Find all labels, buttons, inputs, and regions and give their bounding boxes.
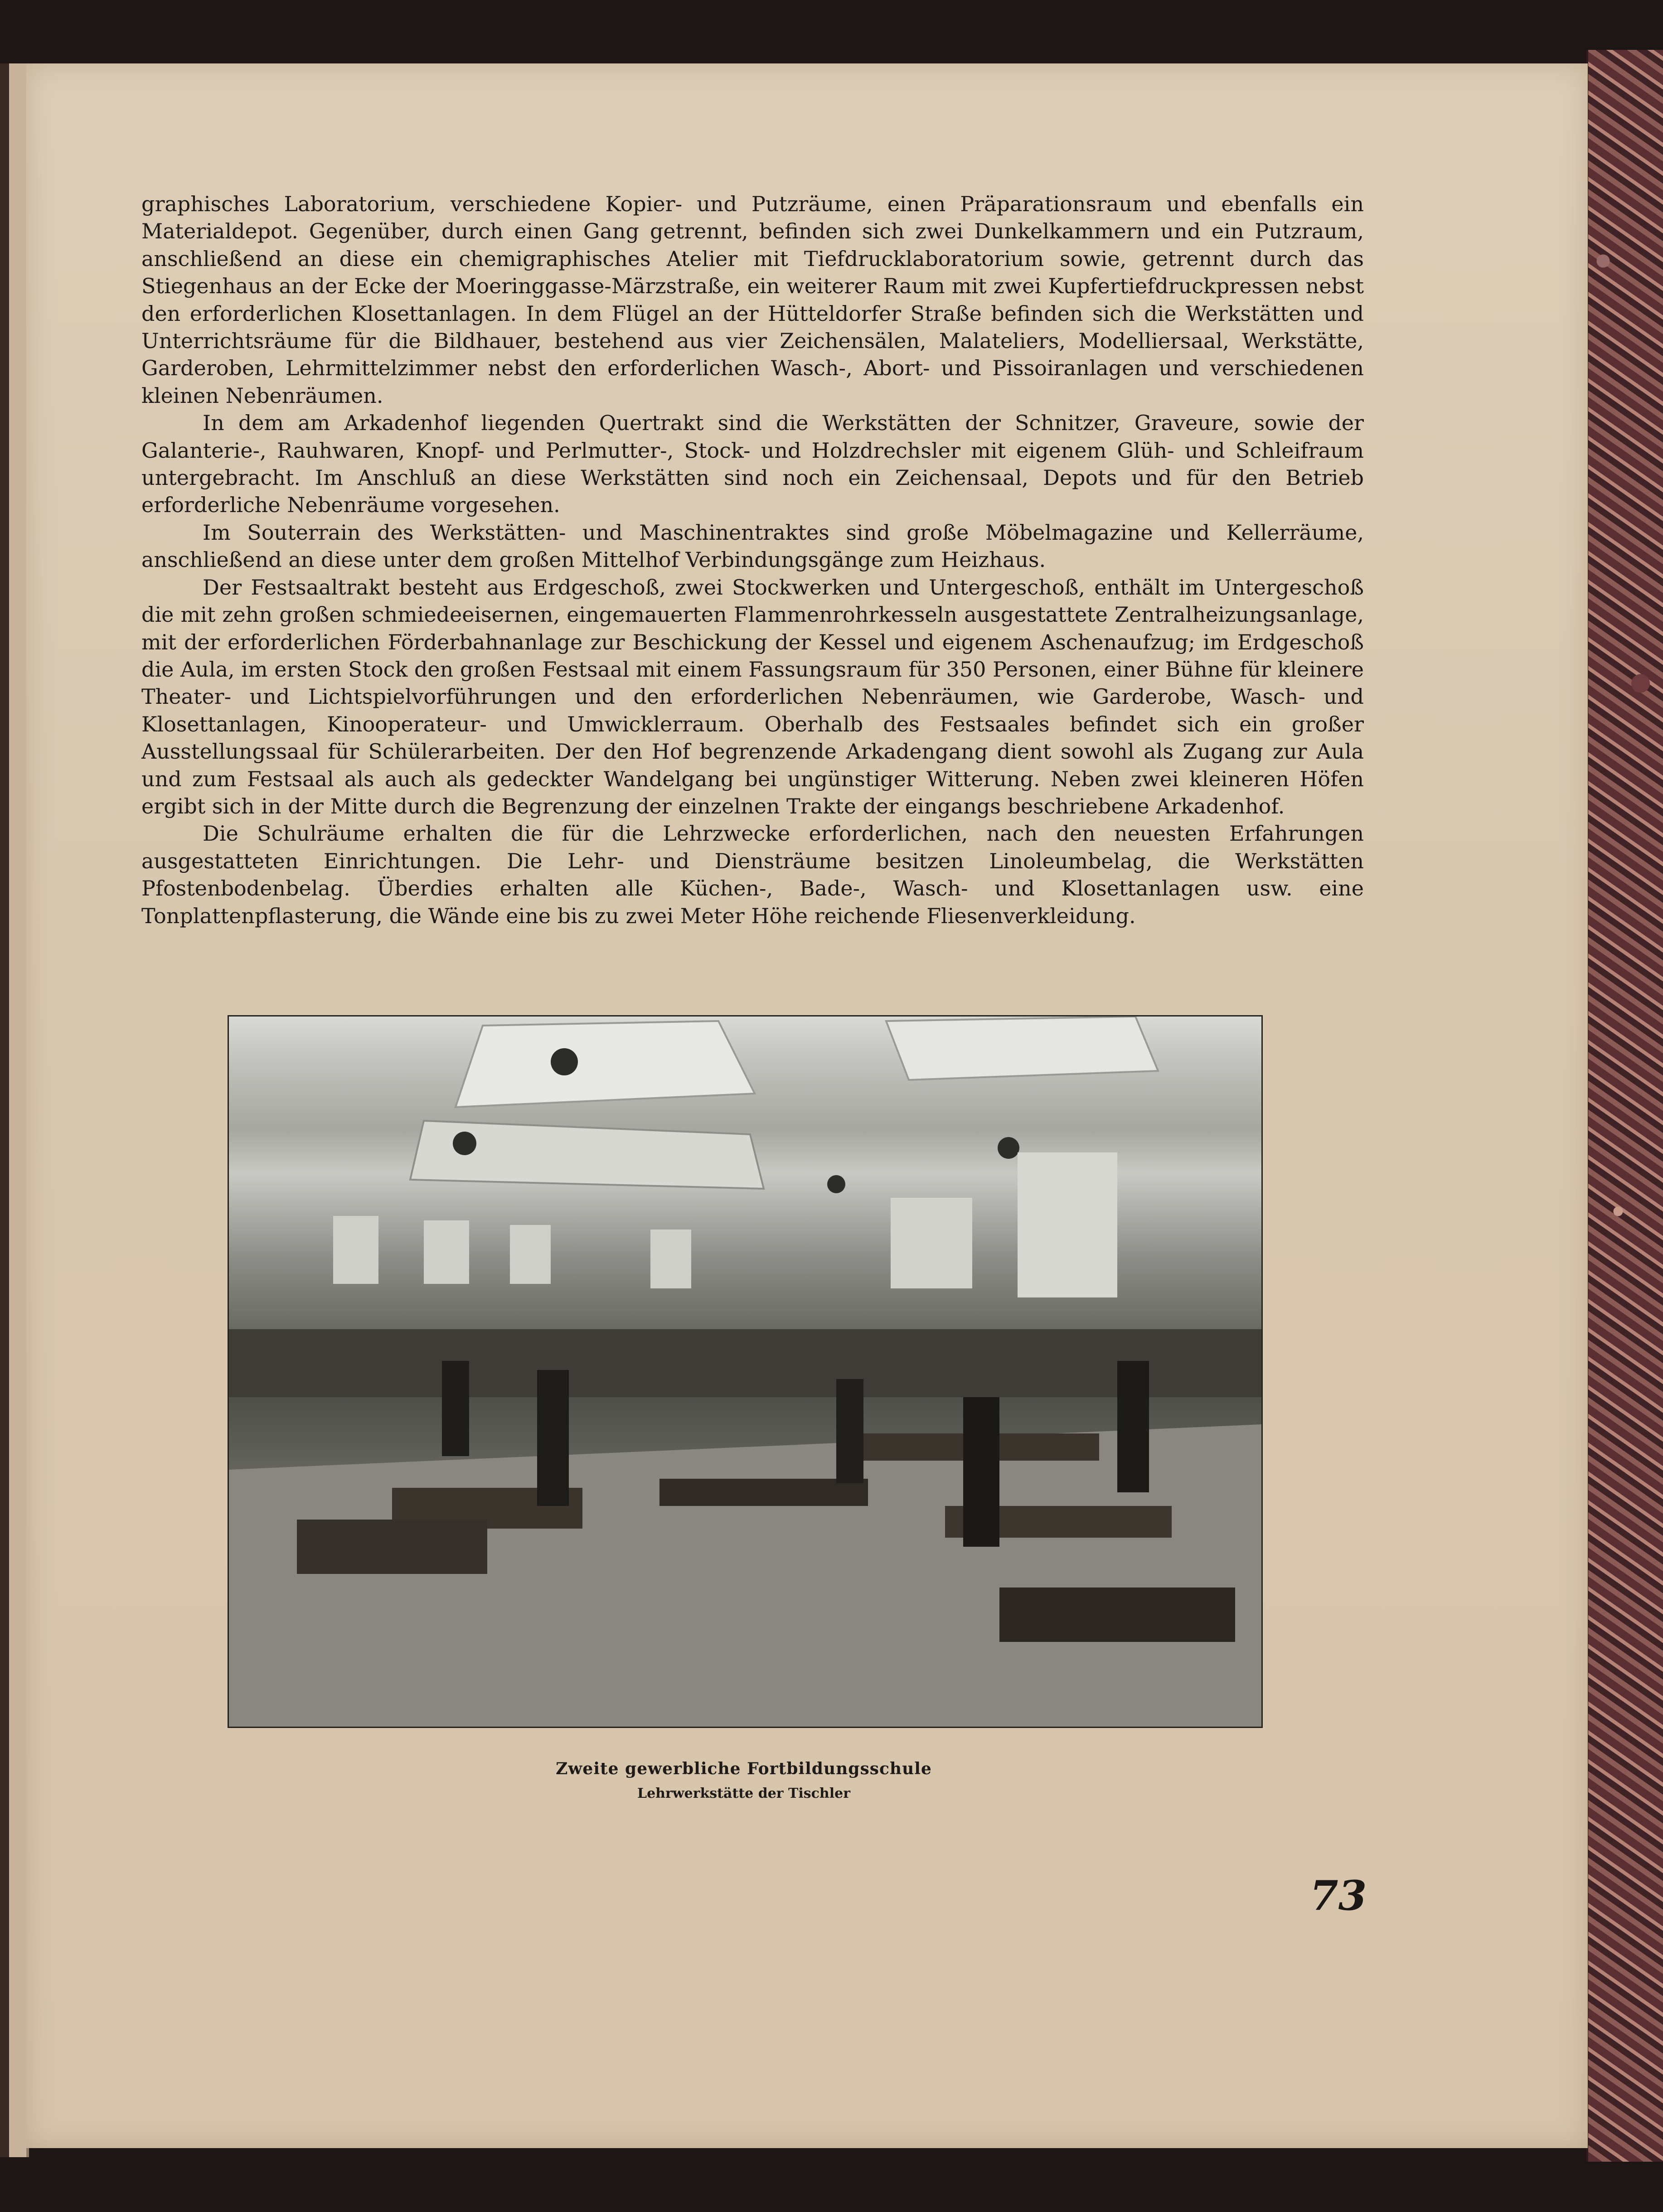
workshop-scene: [229, 1016, 1261, 1727]
paragraph: Der Festsaaltrakt besteht aus Erdgeschoß, zwei Stockwerken und Untergeschoß, enthält im Untergeschoß die mit zehn großen schmiedeeisernen, eingemauerten Flammenrohrkesseln ausgestattete Zentralheizungsanlage, mit der erforderlichen Förderbahnanlage zur Beschickung der Kessel und eigenem Aschenaufzug; im Erdgeschoß die Aula, im ersten Stock den großen Festsaal mit einem Fassungsraum für 350 Personen, einer Bühne für kleinere Theater- und Lichtspielvorführungen und den erforderlichen Nebenräumen, wie Garderobe, Wasch- und Klosettanlagen, Kinooperateur- und Umwicklerraum. Oberhalb des Festsaales befindet sich ein großer Ausstellungssaal für Schülerarbeiten. Der den Hof begrenzende Arkadengang dient sowohl als Zugang zur Aula und zum Festsaal als auch als gedeckter Wandelgang bei ungünstiger Witterung. Neben zwei kleineren Höfen ergibt sich in der Mitte durch die Begrenzung der einzelnen Trakte der eingangs beschriebene Arkadenhof.: [141, 575, 1364, 818]
photo-caption-subtitle: Lehrwerkstätte der Tischler: [637, 1786, 851, 1801]
paragraph: Im Souterrain des Werkstätten- und Maschinentraktes sind große Möbelmagazine und Kellerräume, anschließend an diese unter dem großen Mittelhof Verbindungsgänge zum Heizhaus.: [141, 520, 1364, 572]
body-text: [141, 190, 1364, 929]
paragraph: In dem am Arkadenhof liegenden Quertrakt sind die Werkstätten der Schnitzer, Graveure, sowie der Galanterie-, Rauhwaren, Knopf- und Perlmutter-, Stock- und Holzdrechsler mit eigenem Glüh- und Schleifraum untergebracht. Im Anschluß an diese Werkstätten sind noch ein Zeichensaal, Depots und für den Betrieb erforderliche Nebenräume vorgesehen.: [141, 411, 1364, 518]
paragraph: Die Schulräume erhalten die für die Lehrzwecke erforderlichen, nach den neuesten Erfahrungen ausgestatteten Einrichtungen. Die Lehr- und Diensträume besitzen Linoleumbelag, die Werkstätten Pfostenbodenbelag. Überdies erhalten alle Küchen-, Bade-, Wasch- und Klosettanlagen usw. eine Tonplattenpflasterung, die Wände eine bis zu zwei Meter Höhe reichende Fliesenverkleidung.: [141, 821, 1364, 928]
binding-edge: [0, 63, 9, 2157]
paragraph: graphisches Laboratorium, verschiedene Kopier- und Putzräume, einen Präparationsraum und ebenfalls ein Materialdepot. Gegenüber, durch einen Gang getrennt, befinden sich zwei Dunkelkammern und ein Putzraum, anschließend an diese ein chemigraphisches Atelier mit Tiefdrucklaboratorium sowie, getrennt durch das Stiegenhaus an der Ecke der Moeringgasse-Märzstraße, ein weiterer Raum mit zwei Kupfertiefdruckpressen nebst den erforderlichen Klosettanlagen. In dem Flügel an der Hütteldorfer Straße befinden sich die Werkstätten und Unterrichtsräume für die Bildhauer, bestehend aus vier Zeichensälen, Malateliers, Modelliersaal, Werkstätte, Garderoben, Lehrmittelzimmer nebst den erforderlichen Wasch-, Abort- und Pissoiranlagen und verschiedenen kleinen Nebenräumen.: [141, 192, 1364, 408]
marbled-cover-edge: [1586, 50, 1663, 2162]
page-number: 73: [1310, 1872, 1367, 1920]
workshop-photograph: [228, 1015, 1263, 1728]
photo-caption-title: Zweite gewerbliche Fortbildungsschule: [556, 1759, 932, 1778]
